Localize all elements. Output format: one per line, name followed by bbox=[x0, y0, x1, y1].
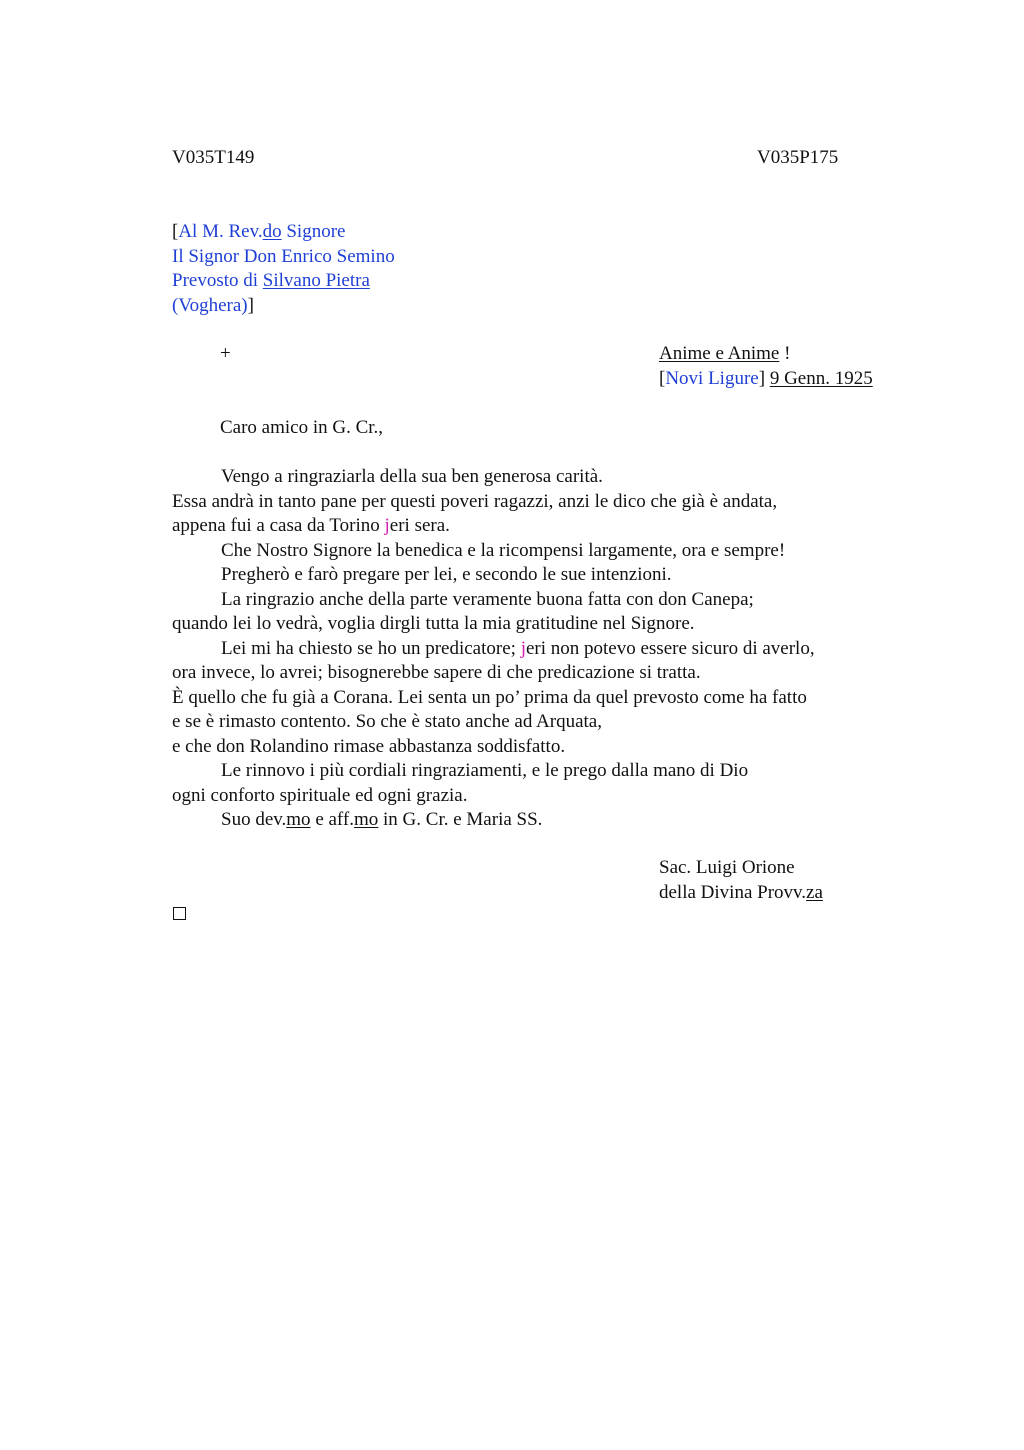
body-line: e se è rimasto contento. So che è stato anche ad Arquata, bbox=[172, 711, 602, 732]
address-line-4: (Voghera)] bbox=[172, 294, 254, 316]
body-line: e che don Rolandino rimase abbastanza soddisfatto. bbox=[172, 735, 566, 757]
signature-title: della Divina Provv.za bbox=[659, 881, 823, 903]
body-line: Le rinnovo i più cordiali ringraziamenti, e le prego dalla mano di Dio bbox=[221, 760, 749, 781]
address-line-3: Prevosto di Silvano Pietra bbox=[172, 270, 370, 291]
body-line: appena fui a casa da Torino jeri sera. bbox=[172, 515, 450, 536]
motto: Anime e Anime ! bbox=[659, 343, 791, 364]
body-line: Pregherò e farò pregare per lei, e secondo le sue intenzioni. bbox=[221, 564, 672, 585]
letter-body bbox=[172, 465, 815, 833]
body-line: Essa andrà in tanto pane per questi poveri ragazzi, anzi le dico che già è andata, bbox=[172, 490, 778, 512]
body-line: È quello che fu già a Corana. Lei senta un po’ prima da quel prevosto come ha fatto bbox=[172, 686, 807, 708]
salutation: Caro amico in G. Cr., bbox=[220, 417, 384, 438]
body-line: ogni conforto spirituale ed ogni grazia. bbox=[172, 784, 468, 806]
signature-block bbox=[659, 856, 823, 905]
dateline: [Novi Ligure] 9 Genn. 1925 bbox=[659, 368, 873, 389]
address-line-2: Il Signor Don Enrico Semino bbox=[172, 245, 395, 267]
document-code-left: V035T149 bbox=[172, 147, 255, 168]
body-line: La ringrazio anche della parte veramente buona fatta con don Canepa; bbox=[221, 588, 754, 610]
cross-mark: + bbox=[220, 343, 231, 364]
checkbox-icon bbox=[173, 907, 186, 920]
address-block bbox=[172, 220, 395, 318]
body-line: Lei mi ha chiesto se ho un predicatore; jeri non potevo essere sicuro di averlo, bbox=[221, 637, 815, 659]
body-line: Vengo a ringraziarla della sua ben generosa carità. bbox=[221, 466, 603, 487]
body-line: quando lei lo vedrà, voglia dirgli tutta la mia gratitudine nel Signore. bbox=[172, 613, 695, 634]
closing-line: Suo dev.mo e aff.mo in G. Cr. e Maria SS. bbox=[221, 809, 543, 830]
body-line: Che Nostro Signore la benedica e la ricompensi largamente, ora e sempre! bbox=[221, 539, 786, 561]
address-line-1: [Al M. Rev.do Signore bbox=[172, 221, 346, 242]
document-code-right: V035P175 bbox=[757, 147, 839, 168]
body-line: ora invece, lo avrei; bisognerebbe sapere di che predicazione si tratta. bbox=[172, 662, 701, 683]
signature-name: Sac. Luigi Orione bbox=[659, 857, 795, 878]
